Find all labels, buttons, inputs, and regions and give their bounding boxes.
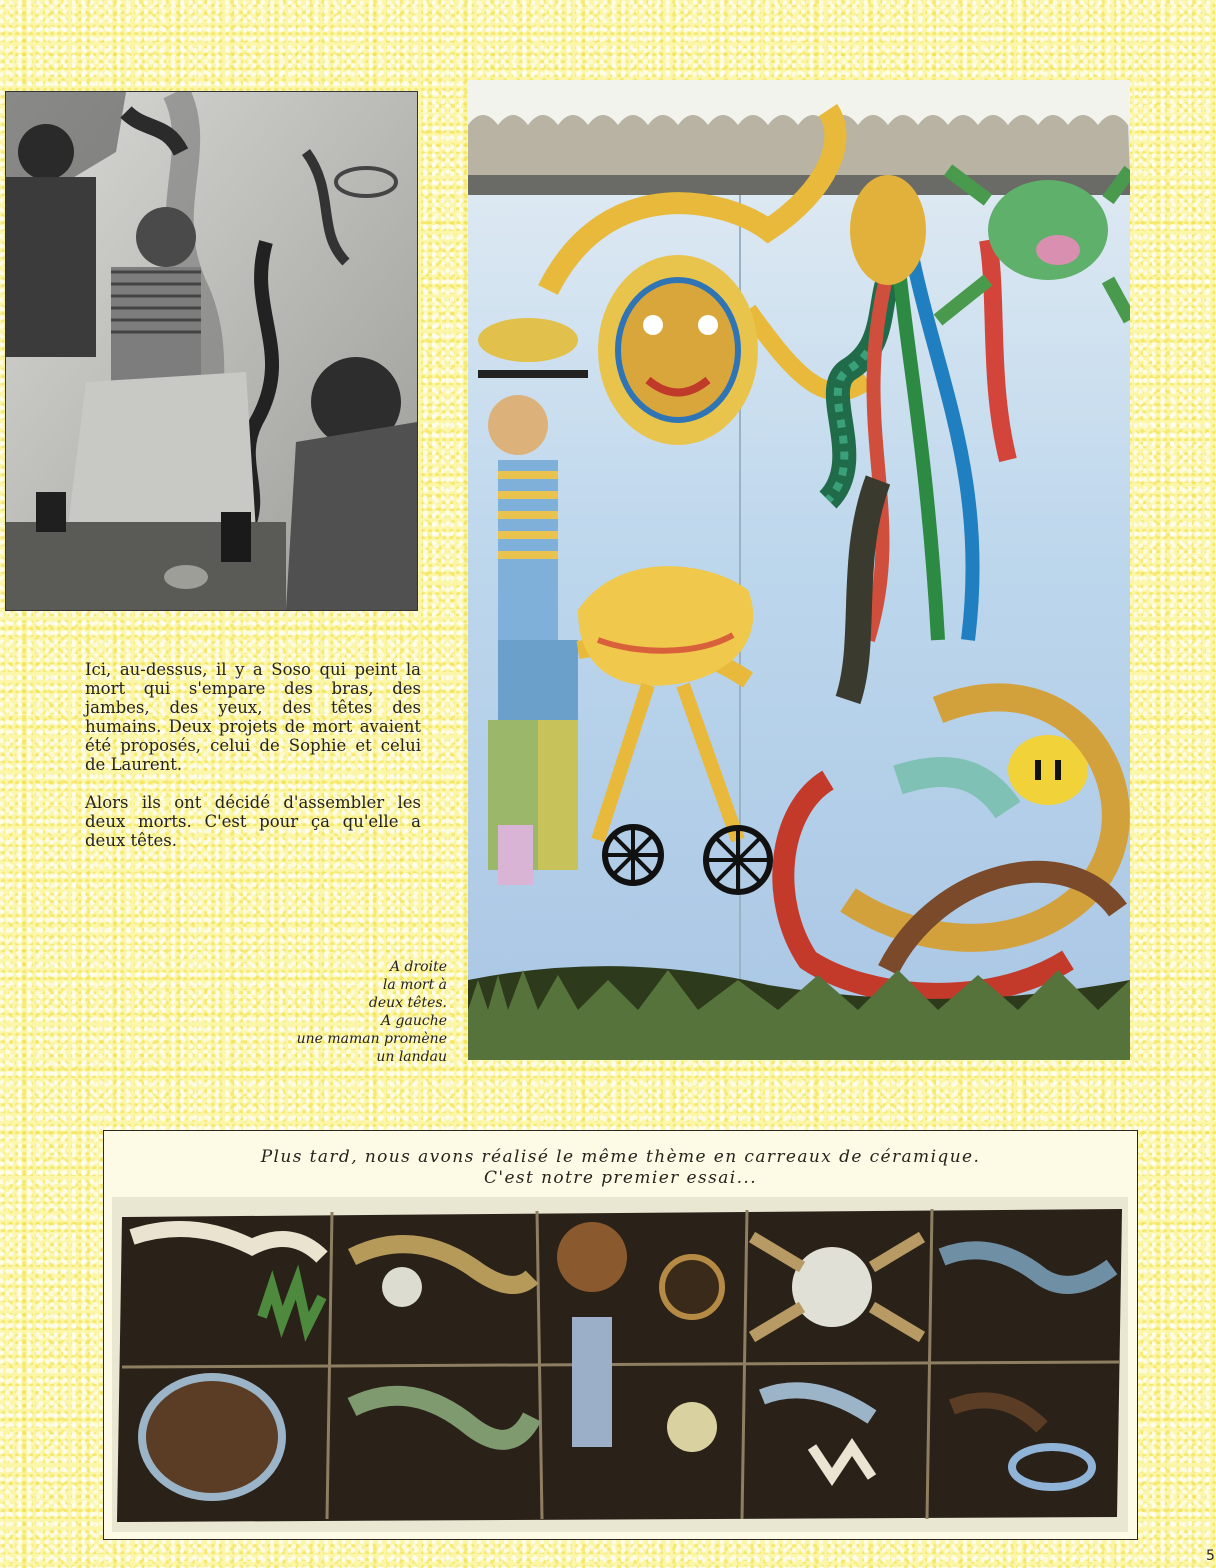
paragraph-soso: Ici, au-dessus, il y a Soso qui peint la mort qui s'empare des bras, des jambes, des yeux, des têtes des humains. Deux projets de mort avaient été proposés, celui de Sophie et celui de Laurent. bbox=[85, 660, 421, 774]
caption-line: A gauche bbox=[380, 1013, 447, 1029]
caption-line: la mort à bbox=[382, 977, 447, 993]
photo-children-painting bbox=[5, 91, 418, 611]
ceramic-caption-line: Plus tard, nous avons réalisé le même thème en carreaux de céramique. bbox=[260, 1147, 981, 1167]
photo-mural-two-headed-death bbox=[468, 80, 1130, 1060]
caption-line: un landau bbox=[376, 1049, 447, 1065]
paragraph-two-heads: Alors ils ont décidé d'assembler les deux morts. C'est pour ça qu'elle a deux têtes. bbox=[85, 793, 421, 850]
ceramic-caption bbox=[104, 1147, 1137, 1189]
photo-ceramic-tiles bbox=[112, 1197, 1128, 1532]
page-number: 5 bbox=[1206, 1548, 1215, 1564]
caption-mural bbox=[255, 958, 447, 1066]
body-text bbox=[85, 660, 421, 869]
caption-line: A droite bbox=[389, 959, 447, 975]
ceramic-figure-box bbox=[103, 1130, 1138, 1540]
caption-line: une maman promène bbox=[296, 1031, 447, 1047]
caption-line: deux têtes. bbox=[368, 995, 447, 1011]
ceramic-caption-line: C'est notre premier essai... bbox=[483, 1168, 758, 1188]
